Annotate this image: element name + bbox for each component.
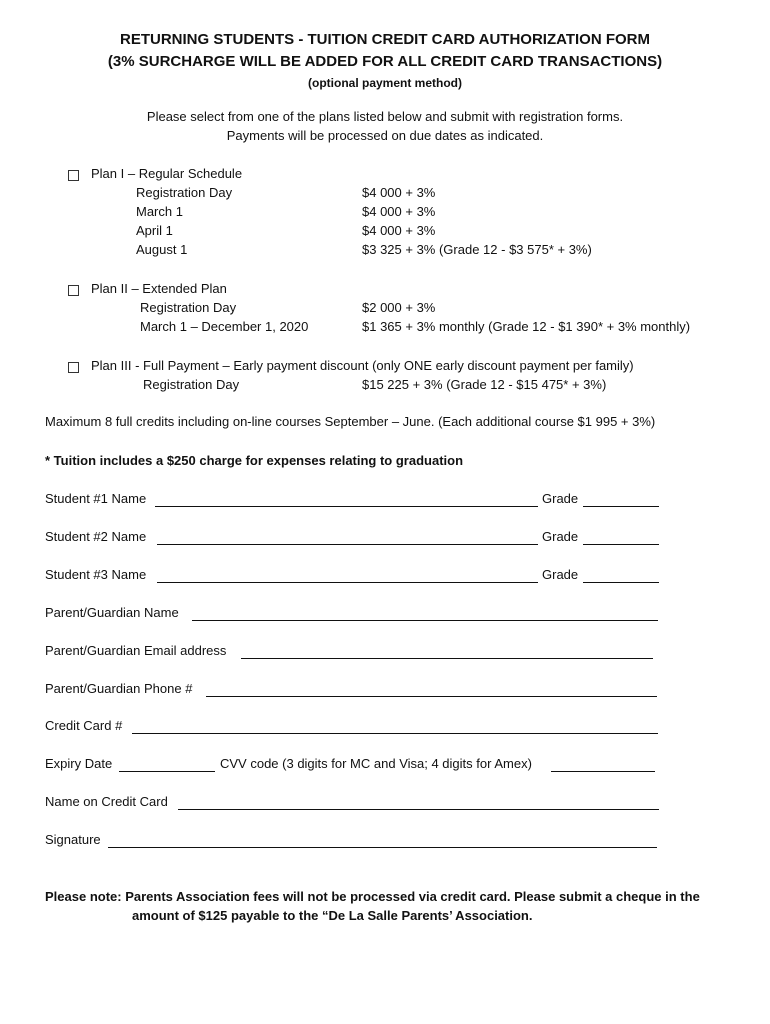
signature-label: Signature xyxy=(45,832,101,847)
parent-name-field[interactable] xyxy=(192,620,658,621)
student2-grade-field[interactable] xyxy=(583,544,659,545)
plan2-title: Plan II – Extended Plan xyxy=(91,281,227,296)
plan1-title: Plan I – Regular Schedule xyxy=(91,166,243,181)
student1-label: Student #1 Name xyxy=(45,491,147,506)
student2-name-field[interactable] xyxy=(157,544,538,545)
plan2-row2-amount: $1 365 + 3% monthly (Grade 12 - $1 390* + 3% monthly) xyxy=(362,319,691,334)
expiry-field[interactable] xyxy=(119,771,215,772)
footer-note-line1: Please note: Parents Association fees will not be processed via credit card. Please submit a cheque in the xyxy=(45,889,700,904)
plan3-row1-label: Registration Day xyxy=(143,377,240,392)
plan3-checkbox[interactable] xyxy=(68,362,79,373)
plan1-row2-label: March 1 xyxy=(136,204,183,219)
name-on-card-label: Name on Credit Card xyxy=(45,794,168,809)
intro-line1: Please select from one of the plans listed below and submit with registration forms. xyxy=(146,109,624,124)
name-on-card-field[interactable] xyxy=(178,809,659,810)
plan2-row1-label: Registration Day xyxy=(140,300,237,315)
parent-email-field[interactable] xyxy=(241,658,653,659)
footer-note-line2: amount of $125 payable to the “De La Salle Parents’ Association. xyxy=(132,908,533,923)
plan1-row1-label: Registration Day xyxy=(136,185,233,200)
student2-grade-label: Grade xyxy=(542,529,579,544)
intro-line2: Payments will be processed on due dates as indicated. xyxy=(226,128,544,143)
form-subtitle: (optional payment method) xyxy=(308,76,462,90)
parent-phone-field[interactable] xyxy=(206,696,657,697)
cvv-field[interactable] xyxy=(551,771,655,772)
student3-grade-field[interactable] xyxy=(583,582,659,583)
graduation-note: * Tuition includes a $250 charge for expenses relating to graduation xyxy=(45,453,464,468)
plan1-row2-amount: $4 000 + 3% xyxy=(362,204,436,219)
student1-name-field[interactable] xyxy=(155,506,538,507)
credit-card-label: Credit Card # xyxy=(45,718,123,733)
student1-grade-field[interactable] xyxy=(583,506,659,507)
student3-label: Student #3 Name xyxy=(45,567,147,582)
plan2-row1-amount: $2 000 + 3% xyxy=(362,300,436,315)
parent-email-label: Parent/Guardian Email address xyxy=(45,643,227,658)
max-credits-note: Maximum 8 full credits including on-line courses September – June. (Each additional course $1 995 + 3%) xyxy=(45,414,656,429)
plan1-row3-amount: $4 000 + 3% xyxy=(362,223,436,238)
plan1-checkbox[interactable] xyxy=(68,170,79,181)
plan1-row3-label: April 1 xyxy=(136,223,173,238)
cvv-label: CVV code (3 digits for MC and Visa; 4 digits for Amex) xyxy=(220,756,532,771)
form-title-line2: (3% SURCHARGE WILL BE ADDED FOR ALL CREDIT CARD TRANSACTIONS) xyxy=(107,53,663,70)
student1-grade-label: Grade xyxy=(542,491,579,506)
plan2-row2-label: March 1 – December 1, 2020 xyxy=(140,319,309,334)
plan2-checkbox[interactable] xyxy=(68,285,79,296)
signature-field[interactable] xyxy=(108,847,657,848)
expiry-label: Expiry Date xyxy=(45,756,113,771)
parent-phone-label: Parent/Guardian Phone # xyxy=(45,681,193,696)
plan3-title: Plan III - Full Payment – Early payment discount (only ONE early discount payment per family) xyxy=(91,358,634,373)
student3-name-field[interactable] xyxy=(157,582,538,583)
student3-grade-label: Grade xyxy=(542,567,579,582)
plan1-row1-amount: $4 000 + 3% xyxy=(362,185,436,200)
plan1-row4-amount: $3 325 + 3% (Grade 12 - $3 575* + 3%) xyxy=(362,242,592,257)
plan1-row4-label: August 1 xyxy=(136,242,188,257)
student2-label: Student #2 Name xyxy=(45,529,147,544)
plan3-row1-amount: $15 225 + 3% (Grade 12 - $15 475* + 3%) xyxy=(362,377,607,392)
credit-card-field[interactable] xyxy=(132,733,658,734)
form-title-line1: RETURNING STUDENTS - TUITION CREDIT CARD AUTHORIZATION FORM xyxy=(120,31,650,48)
parent-name-label: Parent/Guardian Name xyxy=(45,605,179,620)
